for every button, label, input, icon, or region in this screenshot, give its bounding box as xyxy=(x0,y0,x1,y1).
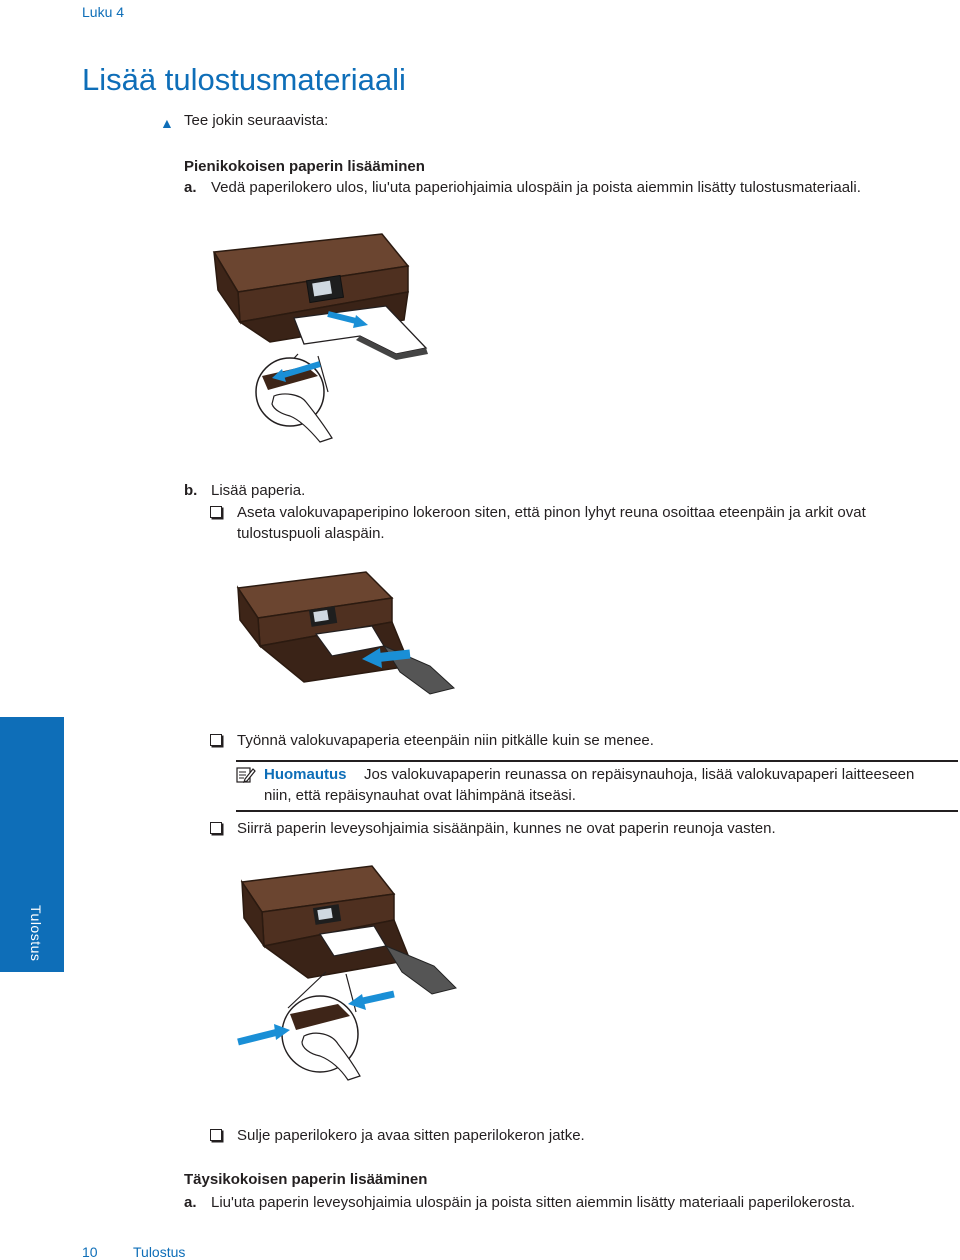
printer-illustration-pull-tray xyxy=(210,226,440,448)
note-label: Huomautus xyxy=(264,766,347,783)
checkbox-icon xyxy=(210,506,222,518)
check-item-text: Aseta valokuvapaperipino lokeroon siten, että pinon lyhyt reuna osoittaa eteenpäin ja arkit ovat xyxy=(237,504,866,521)
chapter-label: Luku 4 xyxy=(82,4,125,20)
note-top-rule xyxy=(236,760,958,762)
checkbox-icon xyxy=(210,822,222,834)
step-marker: a. xyxy=(184,1194,197,1211)
side-tab-label: Tulostus xyxy=(28,905,44,962)
page-title: Lisää tulostusmateriaali xyxy=(82,62,406,97)
note-pencil-icon xyxy=(236,766,256,784)
footer-section: Tulostus xyxy=(133,1244,186,1260)
checkbox-icon xyxy=(210,734,222,746)
check-item-text: Sulje paperilokero ja avaa sitten paperilokeron jatke. xyxy=(237,1127,585,1144)
intro-text: Tee jokin seuraavista: xyxy=(184,112,329,129)
note-bottom-rule xyxy=(236,810,958,812)
step-marker: a. xyxy=(184,179,197,196)
check-item-text: Siirrä paperin leveysohjaimia sisäänpäin, kunnes ne ovat paperin reunoja vasten. xyxy=(237,820,776,837)
triangle-icon: ▲ xyxy=(160,115,174,131)
step-marker: b. xyxy=(184,482,198,499)
step-a-text: Liu'uta paperin leveysohjaimia ulospäin ja poista sitten aiemmin lisätty materiaali paperilokerosta. xyxy=(211,1194,856,1211)
printer-illustration-adjust-guides xyxy=(234,862,474,1090)
step-b-text: Lisää paperia. xyxy=(211,482,306,499)
note-text: niin, että repäisynauhat ovat lähimpänä itseäsi. xyxy=(264,787,576,804)
page-number: 10 xyxy=(82,1244,98,1260)
section-heading-small-paper: Pienikokoisen paperin lisääminen xyxy=(184,158,425,175)
check-item-text: Työnnä valokuvapaperia eteenpäin niin pitkälle kuin se menee. xyxy=(237,732,654,749)
note-text: Jos valokuvapaperin reunassa on repäisynauhoja, lisää valokuvapaperi laitteeseen xyxy=(364,766,915,783)
step-a-text: Vedä paperilokero ulos, liu'uta paperiohjaimia ulospäin ja poista aiemmin lisätty tulostusmateriaali. xyxy=(211,179,861,196)
printer-illustration-insert-paper xyxy=(234,568,458,698)
check-item-text: tulostuspuoli alaspäin. xyxy=(237,525,385,542)
checkbox-icon xyxy=(210,1129,222,1141)
section-heading-full-paper: Täysikokoisen paperin lisääminen xyxy=(184,1171,428,1188)
